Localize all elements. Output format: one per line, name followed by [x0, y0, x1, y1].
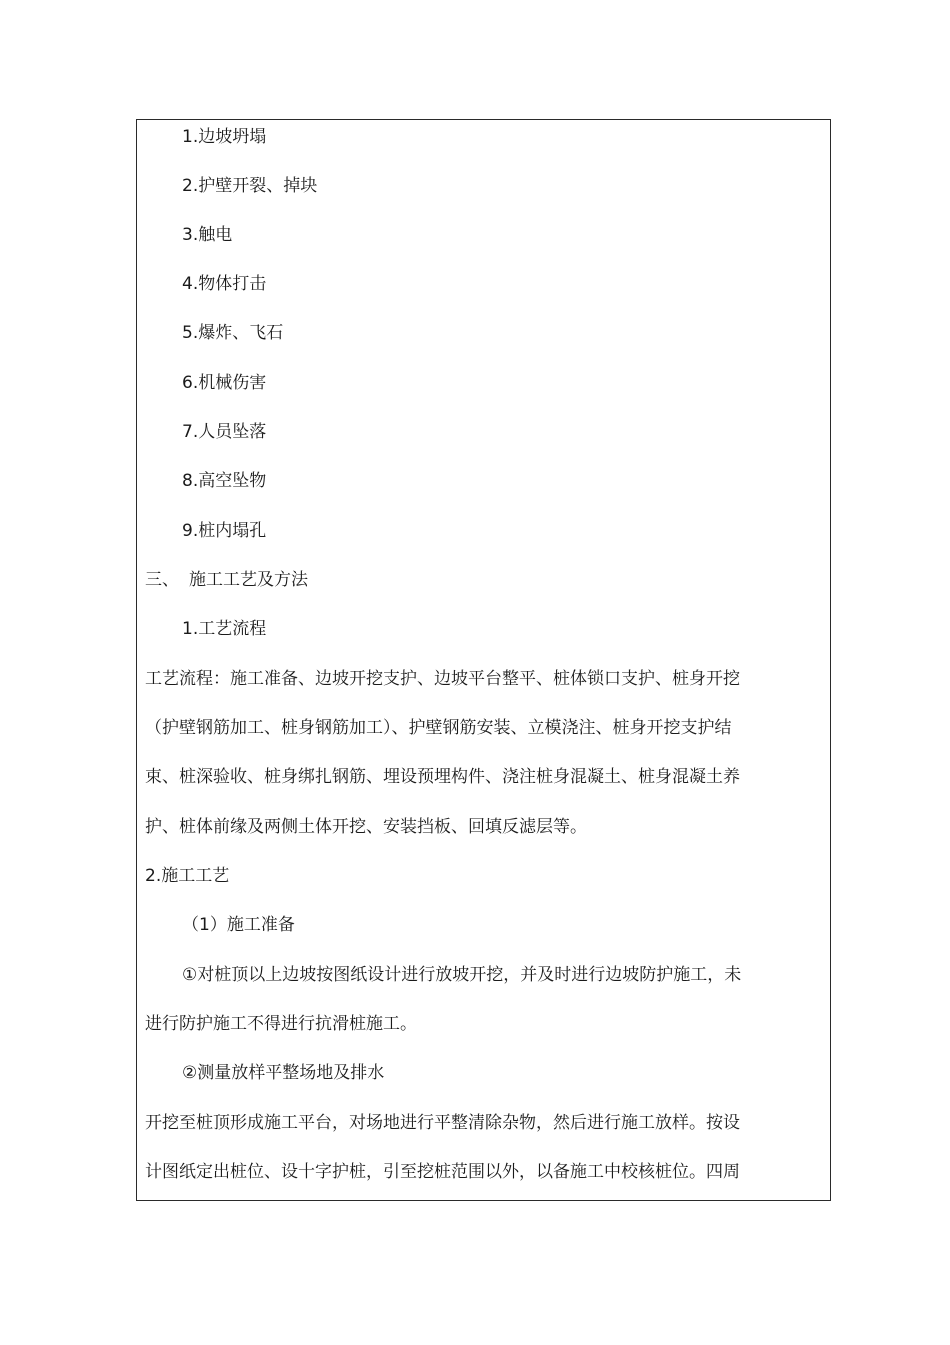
document-frame: [136, 119, 831, 1201]
subsection-heading-construction: 2.施工工艺: [145, 866, 230, 886]
paragraph-line: 工艺流程：施工准备、边坡开挖支护、边坡平台整平、桩体锁口支护、桩身开挖: [145, 669, 740, 689]
hazard-item: 1.边坡坍塌: [182, 127, 267, 147]
subsection-heading-process-flow: 1.工艺流程: [182, 619, 267, 639]
hazard-item: 4.物体打击: [182, 274, 267, 294]
item2-heading: ②测量放样平整场地及排水: [182, 1063, 385, 1083]
hazard-item: 6.机械伤害: [182, 373, 267, 393]
hazard-item: 3.触电: [182, 225, 233, 245]
prep-heading: （1）施工准备: [182, 915, 295, 935]
paragraph-line: 计图纸定出桩位、设十字护桩，引至挖桩范围以外，以备施工中校核桩位。四周: [145, 1162, 740, 1182]
hazard-item: 8.高空坠物: [182, 471, 267, 491]
hazard-item: 9.桩内塌孔: [182, 521, 267, 541]
paragraph-line: 开挖至桩顶形成施工平台，对场地进行平整清除杂物，然后进行施工放样。按设: [145, 1113, 740, 1133]
paragraph-line: ①对桩顶以上边坡按图纸设计进行放坡开挖，并及时进行边坡防护施工，未: [182, 965, 742, 985]
hazard-item: 5.爆炸、飞石: [182, 323, 284, 343]
section-heading: [137, 570, 830, 590]
hazard-item: 2.护壁开裂、掉块: [182, 176, 318, 196]
section-number: 三、: [145, 570, 179, 590]
hazard-item: 7.人员坠落: [182, 422, 267, 442]
paragraph-line: 进行防护施工不得进行抗滑桩施工。: [145, 1014, 417, 1034]
paragraph-line: 护、桩体前缘及两侧土体开挖、安装挡板、回填反滤层等。: [145, 817, 587, 837]
paragraph-line: 束、桩深验收、桩身绑扎钢筋、埋设预埋构件、浇注桩身混凝土、桩身混凝土养: [145, 767, 740, 787]
section-title: 施工工艺及方法: [189, 570, 308, 590]
paragraph-line: （护壁钢筋加工、桩身钢筋加工）、护壁钢筋安装、立模浇注、桩身开挖支护结: [145, 718, 732, 738]
